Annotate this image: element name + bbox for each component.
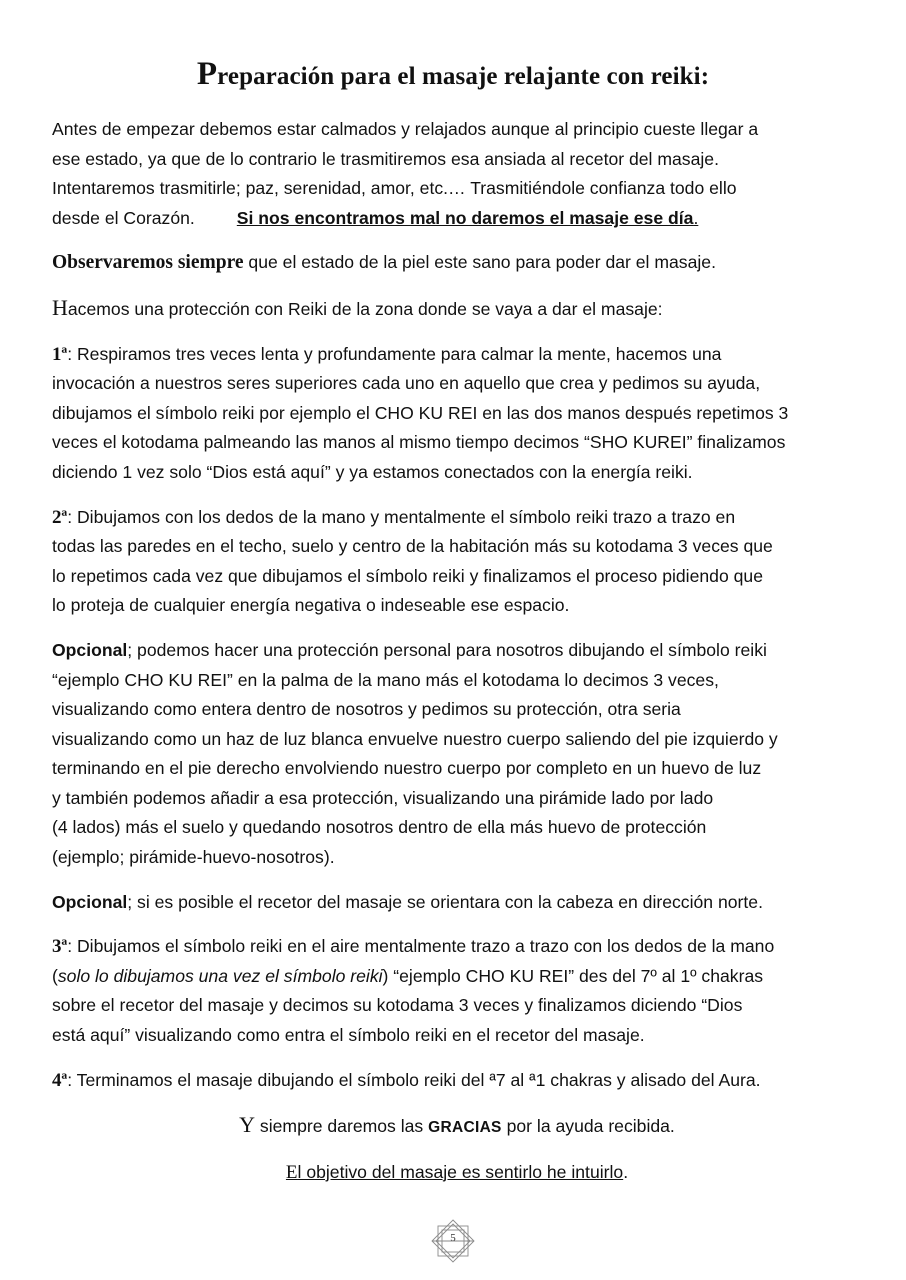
step-line: diciendo 1 vez solo “Dios está aquí” y ya estamos conectados con la energía reiki. [52, 461, 693, 482]
step-line: dibujamos el símbolo reiki por ejemplo el CHO KU REI en las dos manos después repetimos 3 [52, 402, 789, 423]
step-2-paragraph [52, 503, 862, 621]
step-line: está aquí” visualizando como entra el símbolo reiki en el recetor del masaje. [52, 1025, 645, 1046]
observe-emphasis: Observaremos siempre [52, 252, 244, 274]
thanks-emphasis: GRACIAS [428, 1119, 502, 1137]
step-number: 3ª [52, 936, 68, 958]
step-line: invocación a nuestros seres superiores cada uno en aquello que crea y pedimos su ayuda, [52, 373, 761, 394]
optional-line: visualizando como un haz de luz blanca envuelve nuestro cuerpo saliendo del pie izquierdo y [52, 728, 778, 749]
objective-initial: E [285, 1161, 298, 1183]
document-body [52, 115, 862, 1202]
optional-1-paragraph [52, 636, 862, 873]
thanks-paragraph [52, 1110, 862, 1143]
page-footer [429, 1218, 477, 1264]
intro-line: Antes de empezar debemos estar calmados y relajados aunque al principio cueste llegar a [52, 119, 759, 139]
step-italic-note: solo lo dibujamos una vez el símbolo reiki [57, 965, 383, 986]
protect-paragraph [52, 293, 862, 325]
objective-text: l objetivo del masaje es sentirlo he intuirlo [297, 1161, 624, 1182]
objective-end: . [623, 1161, 629, 1182]
step-line: ) “ejemplo CHO KU REI” des del 7º al 1º chakras [382, 965, 764, 986]
intro-line: desde el Corazón. [52, 207, 195, 228]
step-4-paragraph [52, 1066, 862, 1096]
title-text: reparación para el masaje relajante con reiki: [217, 63, 710, 90]
optional-label: Opcional [52, 639, 128, 660]
optional-line: terminando en el pie derecho envolviendo nuestro cuerpo por completo en un huevo de luz [52, 758, 762, 779]
optional-line: ; podemos hacer una protección personal para nosotros dibujando el símbolo reiki [127, 639, 767, 660]
optional-line: (4 lados) más el suelo y quedando nosotros dentro de ella más huevo de protección [52, 817, 707, 838]
step-number: 2ª [52, 506, 68, 528]
optional-text: ; si es posible el recetor del masaje se orientara con la cabeza en dirección norte. [127, 891, 763, 912]
step-number: 4ª [52, 1069, 68, 1091]
title-initial: P [196, 56, 218, 92]
step-line: veces el kotodama palmeando las manos al mismo tiempo decimos “SHO KUREI” finalizamos [52, 432, 786, 453]
step-line: todas las paredes en el techo, suelo y centro de la habitación más su kotodama 3 veces que [52, 536, 773, 557]
step-line: : Terminamos el masaje dibujando el símbolo reiki del ª7 al ª1 chakras y alisado del Aura. [67, 1069, 761, 1090]
protect-text: acemos una protección con Reiki de la zona donde se vaya a dar el masaje: [67, 298, 663, 319]
warning-text: Si nos encontramos mal no daremos el masaje ese día [236, 207, 694, 228]
objective-paragraph [52, 1158, 862, 1188]
step-line: lo repetimos cada vez que dibujamos el símbolo reiki y finalizamos el proceso pidiendo que [52, 565, 763, 586]
step-line: : Respiramos tres veces lenta y profundamente para calmar la mente, hacemos una [67, 343, 722, 364]
thanks-text: siempre daremos las [255, 1116, 429, 1137]
step-number: 1ª [52, 343, 68, 365]
optional-label: Opcional [52, 891, 128, 912]
step-1-paragraph [52, 340, 862, 488]
intro-paragraph: Antes de empezar debemos estar calmados y relajados aunque al principio cueste llegar a ese estado, ya que de lo contrario le trasmitiremos esa ansiada al recetor del masaje. Intentaremos trasmitirle; paz, serenidad, amor, etc.… Trasmitiéndole confianza todo ello desde el Corazón. Si nos encontramos mal no daremos el masaje ese día. [52, 119, 759, 228]
intro-line: Intentaremos trasmitirle; paz, serenidad, amor, etc.… Trasmitiéndole confianza todo ello [52, 178, 737, 199]
step-3-paragraph [52, 932, 862, 1050]
optional-line: (ejemplo; pirámide-huevo-nosotros). [52, 847, 335, 868]
page-number: 5 [450, 1232, 456, 1244]
page-title [0, 56, 906, 93]
step-line: sobre el recetor del masaje y decimos su kotodama 3 veces y finalizamos diciendo “Dios [52, 995, 743, 1016]
thanks-text: por la ayuda recibida. [501, 1116, 675, 1137]
step-line: ( [52, 965, 58, 986]
protect-initial: H [52, 294, 68, 320]
optional-line: visualizando como entera dentro de nosotros y pedimos su protección, otra seria [52, 699, 681, 720]
intro-line: ese estado, ya que de lo contrario le trasmitiremos esa ansiada al recetor del masaje. [52, 148, 719, 169]
observe-paragraph [52, 248, 862, 278]
step-line: : Dibujamos con los dedos de la mano y mentalmente el símbolo reiki trazo a trazo en [67, 506, 736, 527]
step-line: lo proteja de cualquier energía negativa o indeseable ese espacio. [52, 595, 570, 616]
optional-line: “ejemplo CHO KU REI” en la palma de la mano más el kotodama lo decimos 3 veces, [52, 669, 719, 690]
thanks-initial: Y [239, 1112, 256, 1138]
optional-2-paragraph [52, 888, 862, 918]
optional-line: y también podemos añadir a esa protección, visualizando una pirámide lado por lado [52, 787, 714, 808]
step-line: : Dibujamos el símbolo reiki en el aire mentalmente trazo a trazo con los dedos de la mano [67, 936, 775, 957]
observe-text: que el estado de la piel este sano para poder dar el masaje. [243, 252, 716, 273]
